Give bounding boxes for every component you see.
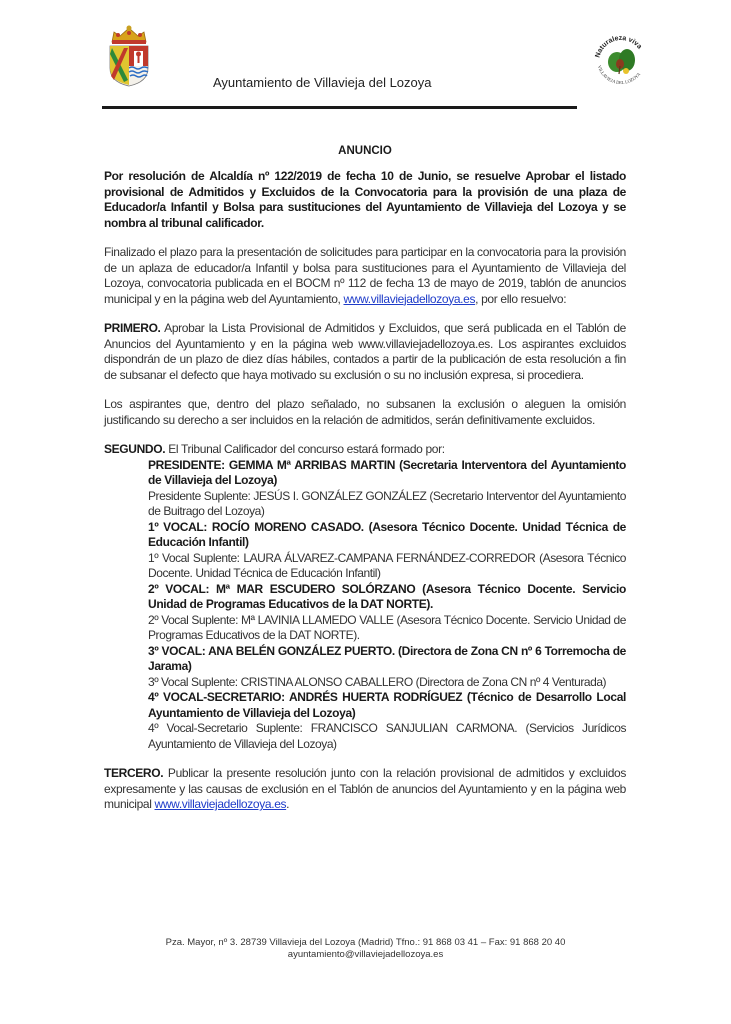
tercero-end: . — [286, 797, 290, 811]
tribunal-member — [148, 582, 626, 644]
primero-paragraph — [104, 321, 626, 383]
badge-top-text: Naturaleza viva — [594, 34, 643, 59]
intro-text-end: , por ello resuelvo: — [475, 291, 567, 306]
header-divider — [102, 106, 577, 109]
intro-text: Finalizado el plazo para la presentación de solicitudes para participar en la convocatoria para la provisión de un aplaza de educador/a Infantil y bolsa para sustituciones para el Ayuntamiento de Villavieja del Lozoya, convocatoria publicada en el BOCM nº 112 de fecha 13 de mayo de 2019, tablón de anuncios municipal y en la página web del Ayuntamiento, — [104, 245, 626, 306]
website-link[interactable]: www.villaviejadellozoya.es — [154, 797, 287, 811]
segundo-label: SEGUNDO. — [104, 442, 166, 456]
member-suplente: 1º Vocal Suplente: LAURA ÁLVAREZ-CAMPANA FERNÁNDEZ-CORREDOR (Asesora Técnico Docente. Unidad Técnica de Educación Infantil) — [148, 550, 626, 580]
footer-email: ayuntamiento@villaviejadellozoya.es — [287, 949, 444, 960]
tribunal-member — [148, 644, 626, 691]
naturaleza-viva-badge-icon — [589, 30, 653, 94]
member-suplente: 3º Vocal Suplente: CRISTINA ALONSO CABALLERO (Directora de Zona CN nº 4 Venturada) — [148, 674, 607, 689]
member-suplente: 2º Vocal Suplente: Mª LAVINIA LLAMEDO VALLE (Asesora Técnico Docente. Servicio Unidad de Programas Educativos de la DAT NORTE). — [148, 612, 626, 642]
document-title: ANUNCIO — [338, 145, 392, 157]
document-body — [104, 144, 626, 813]
tribunal-member — [148, 458, 626, 520]
primero-text: Aprobar la Lista Provisional de Admitidos y Excluidos, que será publicada en el Tablón de Anuncios del Ayuntamiento y en la página web www.villaviejadellozoya.es. Los aspirantes excluidos dispondrán de un plazo de diez días hábiles, contados a partir de la publicación de esta resolución a fin de subsanar el defecto que haya motivado su exclusión o su no inclusión expresa, si procediera. — [104, 321, 626, 382]
segundo-text: El Tribunal Calificador del concurso estará formado por: — [165, 442, 445, 456]
tercero-label: TERCERO. — [104, 766, 164, 780]
member-titular: 3º VOCAL: ANA BELÉN GONZÁLEZ PUERTO. (Directora de Zona CN nº 6 Torremocha de Jarama) — [148, 643, 626, 673]
member-suplente: Presidente Suplente: JESÚS I. GONZÁLEZ GONZÁLEZ (Secretario Interventor del Ayuntamiento de Buitrago del Lozoya) — [148, 488, 626, 518]
tribunal-member — [148, 690, 626, 752]
website-link[interactable]: www.villaviejadellozoya.es — [343, 291, 476, 306]
tribunal-member — [148, 520, 626, 582]
coat-of-arms-icon — [104, 24, 154, 88]
footer-address: Pza. Mayor, nº 3. 28739 Villavieja del Lozoya (Madrid) Tfno.: 91 868 03 41 – Fax: 91 868 20 40 — [165, 937, 566, 948]
member-titular: 4º VOCAL-SECRETARIO: ANDRÉS HUERTA RODRÍGUEZ (Técnico de Desarrollo Local Ayuntamiento de Villavieja del Lozoya) — [148, 690, 626, 720]
organization-name: Ayuntamiento de Villavieja del Lozoya — [213, 75, 432, 90]
member-titular: PRESIDENTE: GEMMA Mª ARRIBAS MARTIN (Secretaria Interventora del Ayuntamiento de Villavieja del Lozoya) — [148, 457, 626, 487]
member-suplente: 4º Vocal-Secretario Suplente: FRANCISCO SANJULIAN CARMONA. (Servicios Jurídicos Ayuntamiento de Villavieja del Lozoya) — [148, 721, 626, 751]
tercero-text: Publicar la presente resolución junto con la relación provisional de admitidos y excluidos expresamente y las causas de exclusión en el Tablón de anuncios del Ayuntamiento y en la página web municipal — [104, 766, 626, 811]
badge-bottom-text: VILLAVIEJA DEL LOZOYA — [596, 64, 642, 86]
tribunal-list — [104, 458, 626, 753]
resolution-summary: Por resolución de Alcaldía nº 122/2019 de fecha 10 de Junio, se resuelve Aprobar el listado provisional de Admitidos y Excluidos de la Convocatoria para la provisión de una plaza de Educador/a Infantil y Bolsa para sustituciones del Ayuntamiento de Villavieja del Lozoya y se nombra al tribunal calificador. — [104, 169, 626, 230]
primero-label: PRIMERO. — [104, 321, 161, 335]
member-titular: 1º VOCAL: ROCÍO MORENO CASADO. (Asesora Técnico Docente. Unidad Técnica de Educación Infantil) — [148, 519, 626, 549]
intro-paragraph — [104, 245, 626, 307]
footer — [0, 937, 731, 961]
member-titular: 2º VOCAL: Mª MAR ESCUDERO SOLÓRZANO (Asesora Técnico Docente. Servicio Unidad de Programas Educativos de la DAT NORTE). — [148, 581, 626, 611]
tercero-paragraph — [104, 766, 626, 813]
segundo-paragraph — [104, 442, 626, 458]
excluidos-paragraph: Los aspirantes que, dentro del plazo señalado, no subsanen la exclusión o aleguen la omisión justificando su derecho a ser incluidos en la relación de admitidos, serán definitivamente excluidos. — [104, 397, 626, 427]
